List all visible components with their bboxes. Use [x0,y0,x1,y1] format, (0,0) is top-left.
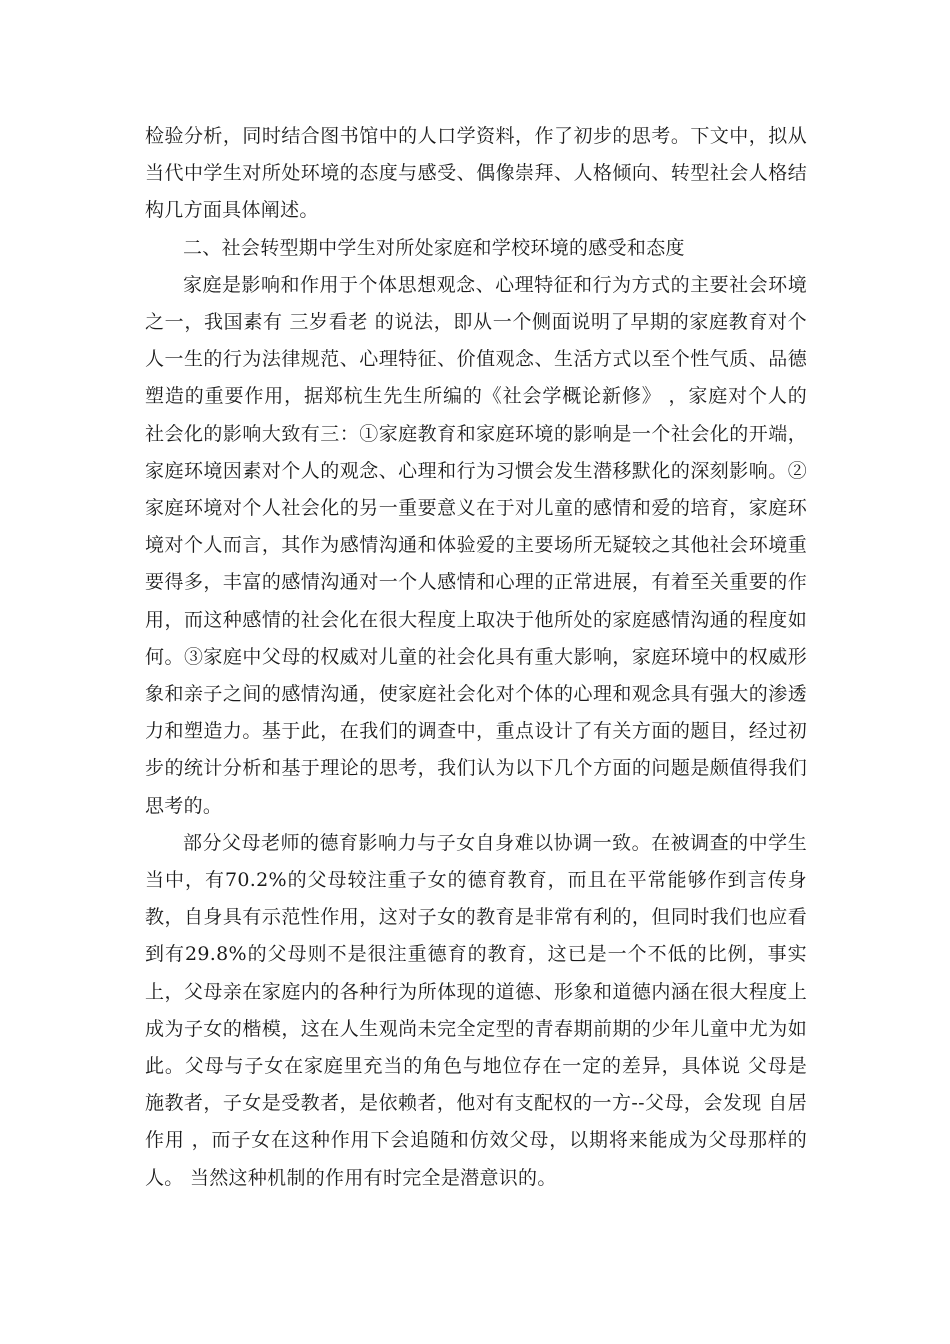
paragraph-family-influence: 家庭是影响和作用于个体思想观念、心理特征和行为方式的主要社会环境之一，我国素有 三岁看老 的说法，即从一个侧面说明了早期的家庭教育对个人一生的行为法律规范、心理特征、价值观念、生活方式以至个性气质、品德塑造的重要作用，据郑杭生先生所编的《社会学概论新修》 ，家庭对个人的社会化的影响大致有三：①家庭教育和家庭环境的影响是一个社会化的开端，家庭环境因素对个人的观念、心理和行为习惯会发生潜移默化的深刻影响。②家庭环境对个人社会化的另一重要意义在于对儿童的感情和爱的培育，家庭环境对个人而言，其作为感情沟通和体验爱的主要场所无疑较之其他社会环境重要得多，丰富的感情沟通对一个人感情和心理的正常进展，有着至关重要的作用，而这种感情的社会化在很大程度上取决于他所处的家庭感情沟通的程度如何。③家庭中父母的权威对儿童的社会化具有重大影响，家庭环境中的权威形象和亲子之间的感情沟通，使家庭社会化对个体的心理和观念具有强大的渗透力和塑造力。基于此，在我们的调查中，重点设计了有关方面的题目，经过初步的统计分析和基于理论的思考，我们认为以下几个方面的问题是颇值得我们思考的。 [145,273,807,817]
body-text [145,118,807,1197]
paragraph-moral-education: 部分父母老师的德育影响力与子女自身难以协调一致。在被调查的中学生当中，有70.2%的父母较注重子女的德育教育，而且在平常能够作到言传身教，自身具有示范性作用，这对子女的教育是非常有利的，但同时我们也应看到有29.8%的父母则不是很注重德育的教育，这已是一个不低的比例，事实上，父母亲在家庭内的各种行为所体现的道德、形象和道德内涵在很大程度上成为子女的楷模，这在人生观尚未完全定型的青春期前期的少年儿童中尤为如此。父母与子女在家庭里充当的角色与地位存在一定的差异，具体说 父母是施教者，子女是受教者，是依赖者，他对有支配权的一方--父母，会发现 自居作用 ，而子女在这种作用下会追随和仿效父母，以期将来能成为父母那样的人。 当然这种机制的作用有时完全是潜意识的。 [145,831,807,1189]
section-heading: 二、社会转型期中学生对所处家庭和学校环境的感受和态度 [183,236,685,259]
paragraph-intro-continuation: 检验分析，同时结合图书馆中的人口学资料，作了初步的思考。下文中，拟从当代中学生对所处环境的态度与感受、偶像崇拜、人格倾向、转型社会人格结构几方面具体阐述。 [145,125,807,222]
